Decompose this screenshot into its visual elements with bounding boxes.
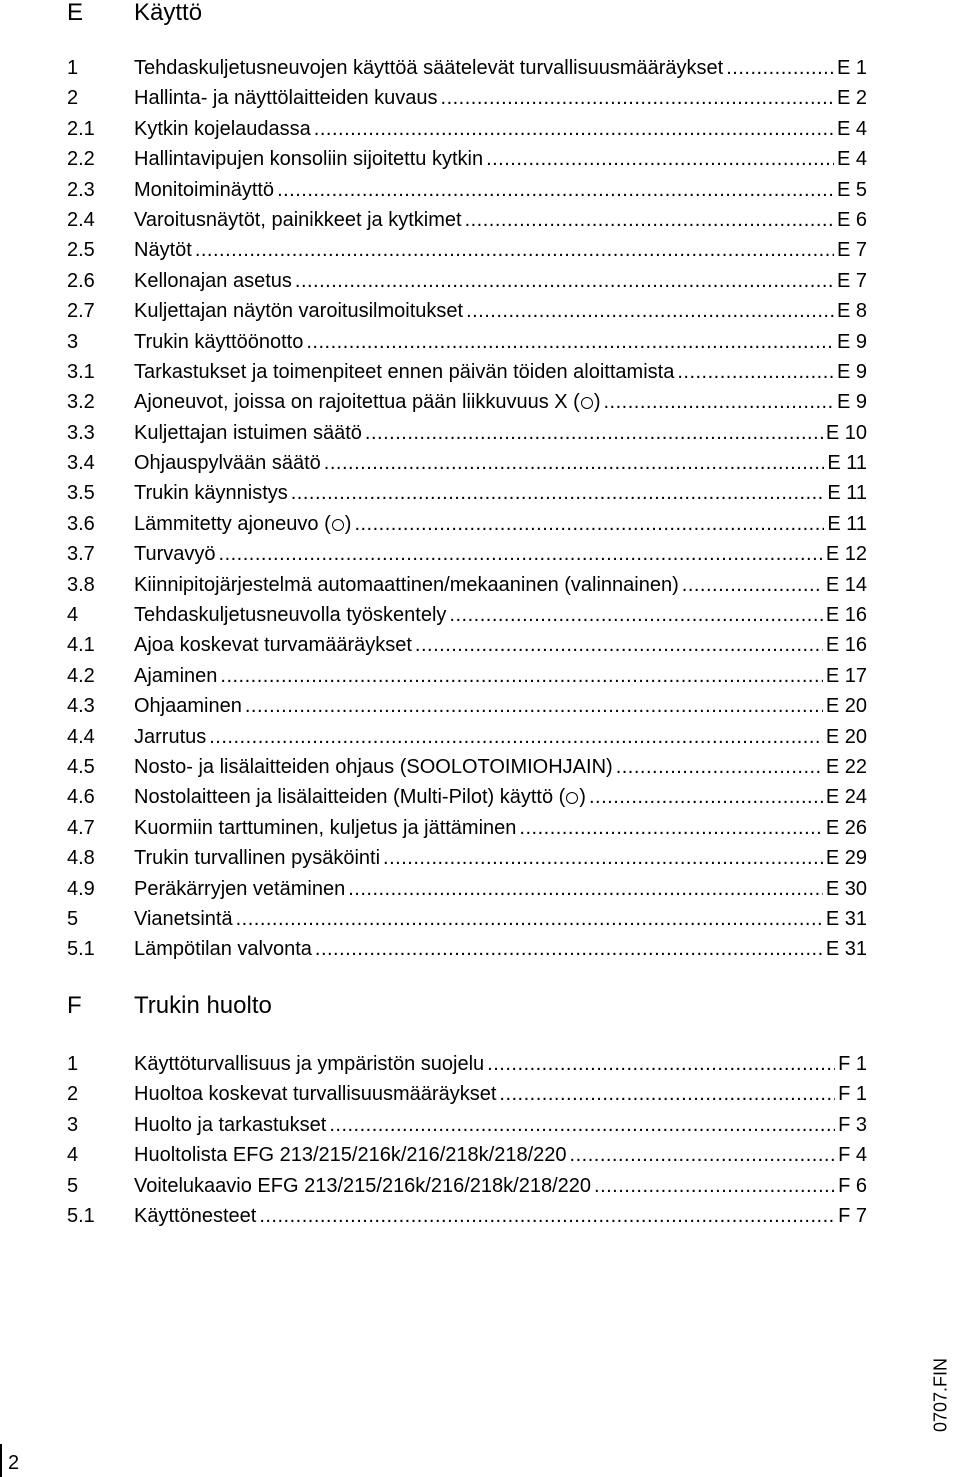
toc-entry-page: E 11	[827, 452, 867, 475]
dot-leader	[466, 296, 834, 326]
dot-leader	[589, 782, 823, 812]
dot-leader	[383, 843, 823, 873]
toc-entry-number: 4.1	[67, 634, 95, 657]
toc-entry-title: Tehdaskuljetusneuvolla työskentely	[134, 604, 447, 627]
toc-entry-title-wrap	[134, 570, 679, 600]
toc-entry-page: E 29	[825, 847, 867, 870]
toc-entry-number: 4	[67, 1144, 79, 1167]
toc-entry-page: E 16	[825, 634, 867, 657]
toc-entry	[0, 600, 960, 630]
toc-entry-title: Ajoneuvot, joissa on rajoitettua pään liikkuvuus X (	[134, 391, 580, 414]
toc-entry-line	[134, 782, 867, 812]
dot-leader	[329, 1110, 835, 1140]
toc-entry-number: 2.3	[67, 178, 95, 201]
toc-entry-line	[134, 904, 867, 934]
toc-entry-title: Kuljettajan istuimen säätö	[134, 421, 362, 444]
toc-entry-page: E 7	[836, 269, 867, 292]
toc-entry-title-wrap	[134, 266, 292, 296]
toc-entry-number: 5	[67, 907, 79, 930]
dot-leader	[306, 327, 834, 357]
dot-leader	[487, 1049, 835, 1079]
toc-entry-title: Kuormiin tarttuminen, kuljetus ja jättäminen	[134, 816, 517, 839]
toc-entry-number: 4.8	[67, 847, 95, 870]
toc-entry-page: F 1	[838, 1053, 867, 1075]
toc-entry-number: 2.6	[67, 269, 95, 292]
dot-leader	[348, 874, 823, 904]
toc-entry-number: 3.5	[67, 482, 95, 505]
optional-equipment-circle-icon	[332, 519, 344, 531]
toc-entry	[0, 1110, 960, 1140]
toc-entry-number: 4.6	[67, 786, 95, 809]
toc-entry-page: F 3	[838, 1113, 867, 1136]
dot-leader	[449, 600, 822, 630]
toc-entry-title: Vianetsintä	[134, 907, 233, 930]
toc-entry-page: E 31	[825, 907, 867, 930]
page-edge-bar	[0, 1444, 2, 1477]
toc-entry-line	[134, 448, 867, 478]
toc-entry-line	[134, 83, 867, 113]
dot-leader	[236, 904, 823, 934]
toc-entry-title-wrap	[134, 296, 463, 326]
toc-entry-page: E 22	[825, 755, 867, 778]
optional-equipment-circle-icon	[566, 792, 578, 804]
toc-entry-number: 3.4	[67, 452, 95, 475]
toc-entry-title-wrap	[134, 327, 303, 357]
toc-entry-title: Kytkin kojelaudassa	[134, 117, 311, 140]
toc-entry-page: E 14	[825, 573, 867, 596]
toc-entry	[0, 570, 960, 600]
toc-entry-page: E 20	[825, 725, 867, 748]
toc-entry-title-wrap	[134, 175, 274, 205]
toc-entry	[0, 296, 960, 326]
toc-entry-title: Tarkastukset ja toimenpiteet ennen päivän töiden aloittamista	[134, 360, 675, 383]
toc-entry-title: Trukin käynnistys	[134, 482, 288, 505]
toc-entry-number: 2.5	[67, 239, 95, 262]
toc-entry	[0, 83, 960, 113]
toc-entry-title-wrap	[134, 904, 233, 934]
dot-leader	[499, 1079, 835, 1109]
toc-entry-title-wrap	[134, 114, 311, 144]
toc-entry-page: E 31	[825, 938, 867, 961]
toc-entry-line	[134, 752, 867, 782]
toc-entry-line	[134, 1201, 867, 1231]
toc-entry-title: Trukin käyttöönotto	[134, 330, 304, 353]
toc-entry-title: Lämmitetty ajoneuvo (	[134, 512, 331, 535]
toc-entry-title: Trukin turvallinen pysäköinti	[134, 847, 381, 870]
section-e-letter: E	[67, 0, 84, 26]
toc-entry-line	[134, 570, 867, 600]
toc-entry-number: 3.3	[67, 421, 95, 444]
toc-entry-number: 2.2	[67, 148, 95, 171]
toc-entry-title: Käyttönesteet	[134, 1204, 257, 1227]
toc-entry-page: F 1	[838, 1083, 867, 1106]
toc-entry-page: E 20	[825, 695, 867, 718]
toc-entry-number: 4.4	[67, 725, 95, 748]
toc-entry-title: Ajoa koskevat turvamääräykset	[134, 634, 412, 657]
dot-leader	[291, 478, 825, 508]
toc-entry-page: E 4	[836, 148, 867, 171]
toc-entry-title: Varoitusnäytöt, painikkeet ja kytkimet	[134, 208, 462, 231]
toc-entry-page: E 26	[825, 816, 867, 839]
dot-leader	[314, 114, 834, 144]
toc-entry	[0, 357, 960, 387]
toc-entry	[0, 752, 960, 782]
toc-entry-page: E 12	[825, 543, 867, 566]
toc-entry-title-wrap	[134, 630, 412, 660]
toc-entry-title-wrap	[134, 1171, 591, 1201]
toc-entry-title: Hallinta- ja näyttölaitteiden kuvaus	[134, 87, 438, 110]
optional-equipment-circle-icon	[581, 397, 593, 409]
toc-entry-number: 2.1	[67, 117, 95, 140]
toc-entry-line	[134, 843, 867, 873]
toc-entry-page: F 7	[838, 1204, 867, 1227]
toc-entry-line	[134, 53, 867, 83]
toc-entry-number: 4.5	[67, 755, 95, 778]
dot-leader	[315, 934, 823, 964]
toc-entry	[0, 1049, 960, 1079]
toc-entry-page: E 24	[825, 786, 867, 809]
toc-entry	[0, 904, 960, 934]
toc-entry	[0, 327, 960, 357]
toc-entry	[0, 235, 960, 265]
toc-entry-line	[134, 327, 867, 357]
section-e-header	[0, 0, 960, 30]
section-e-toc	[0, 53, 960, 965]
toc-entry-line	[134, 357, 867, 387]
dot-leader	[209, 722, 823, 752]
toc-entry-title-wrap	[134, 722, 206, 752]
toc-entry-line	[134, 1140, 867, 1170]
toc-entry-page: E 8	[836, 300, 867, 323]
document-code-text: 0707.FIN	[930, 1357, 951, 1433]
toc-entry-title: Lämpötilan valvonta	[134, 938, 312, 961]
dot-leader	[570, 1140, 836, 1170]
toc-entry-title-wrap	[134, 1049, 484, 1079]
toc-entry-line	[134, 813, 867, 843]
toc-entry-page: E 17	[825, 664, 867, 687]
document-code	[931, 1345, 951, 1445]
toc-entry-number: 3.2	[67, 391, 95, 414]
toc-entry-page: E 2	[836, 87, 867, 110]
toc-entry-page: F 4	[838, 1144, 867, 1167]
dot-leader	[441, 83, 834, 113]
toc-entry-number: 2	[67, 87, 79, 110]
toc-entry-line	[134, 296, 867, 326]
toc-entry-number: 2.4	[67, 208, 95, 231]
toc-entry-number: 5	[67, 1174, 79, 1197]
toc-entry	[0, 175, 960, 205]
dot-leader	[219, 539, 823, 569]
toc-entry-line	[134, 387, 867, 417]
toc-entry-line	[134, 539, 867, 569]
toc-entry	[0, 205, 960, 235]
toc-entry-number: 4.9	[67, 877, 95, 900]
dot-leader	[677, 357, 834, 387]
toc-entry-title: Huoltolista EFG 213/215/216k/216/218k/218/220	[134, 1144, 567, 1167]
toc-entry-title: Ajaminen	[134, 664, 218, 687]
toc-entry-line	[134, 661, 867, 691]
toc-entry-number: 4	[67, 604, 79, 627]
dot-leader	[465, 205, 834, 235]
toc-entry-page: E 4	[836, 117, 867, 140]
toc-entry-title-wrap	[134, 539, 216, 569]
toc-entry-title-wrap	[134, 53, 723, 83]
toc-entry	[0, 661, 960, 691]
dot-leader	[726, 53, 834, 83]
toc-entry-title: Huolto ja tarkastukset	[134, 1113, 327, 1136]
toc-entry-page: E 11	[827, 512, 867, 535]
toc-entry	[0, 1140, 960, 1170]
toc-entry-line	[134, 235, 867, 265]
toc-entry-page: E 10	[825, 421, 867, 444]
toc-entry-title-wrap	[134, 874, 345, 904]
dot-leader	[259, 1201, 835, 1231]
toc-entry-page: E 30	[825, 877, 867, 900]
toc-entry-title-wrap	[134, 448, 321, 478]
toc-entry	[0, 114, 960, 144]
toc-entry	[0, 509, 960, 539]
toc-entry-title: Voitelukaavio EFG 213/215/216k/216/218k/218/220	[134, 1174, 592, 1197]
toc-entry	[0, 539, 960, 569]
toc-entry-line	[134, 874, 867, 904]
dot-leader	[295, 266, 834, 296]
toc-entry-page: E 7	[836, 239, 867, 262]
toc-entry-title: Jarrutus	[134, 725, 207, 748]
toc-entry-number: 4.3	[67, 695, 95, 718]
toc-entry-title-wrap	[134, 752, 613, 782]
dot-leader	[603, 387, 833, 417]
toc-entry	[0, 1079, 960, 1109]
dot-leader	[616, 752, 823, 782]
toc-entry-line	[134, 266, 867, 296]
toc-entry-title: Tehdaskuljetusneuvojen käyttöä säätelevät turvallisuusmääräykset	[134, 57, 724, 79]
toc-entry-line	[134, 1171, 867, 1201]
toc-entry-number: 4.7	[67, 816, 95, 839]
section-f-letter: F	[67, 992, 82, 1019]
toc-entry-title-wrap	[134, 934, 312, 964]
toc-entry-number: 2.7	[67, 300, 95, 323]
toc-entry-line	[134, 478, 867, 508]
toc-entry-page: E 16	[825, 604, 867, 627]
toc-entry-title-wrap	[134, 387, 600, 417]
toc-entry	[0, 418, 960, 448]
toc-entry-line	[134, 175, 867, 205]
toc-entry-page: E 9	[836, 391, 867, 414]
toc-entry-page: E 1	[836, 57, 867, 79]
toc-entry	[0, 691, 960, 721]
dot-leader	[195, 235, 834, 265]
toc-entry-title: Peräkärryjen vetäminen	[134, 877, 346, 900]
toc-entry-title: Kiinnipitojärjestelmä automaattinen/mekaaninen (valinnainen)	[134, 573, 679, 596]
toc-entry	[0, 478, 960, 508]
dot-leader	[486, 144, 834, 174]
toc-entry-title-wrap	[134, 843, 380, 873]
dot-leader	[365, 418, 823, 448]
toc-entry-title-wrap	[134, 83, 438, 113]
toc-entry-number: 3.7	[67, 543, 95, 566]
toc-entry-line	[134, 1049, 867, 1079]
toc-entry-page: E 5	[836, 178, 867, 201]
toc-entry-line	[134, 418, 867, 448]
toc-entry-number: 1	[67, 1053, 79, 1075]
toc-entry-title: Hallintavipujen konsoliin sijoitettu kytkin	[134, 148, 484, 171]
toc-entry-title-wrap	[134, 144, 483, 174]
section-e-title: Käyttö	[134, 0, 203, 26]
section-f-header	[0, 989, 960, 1023]
toc-entry	[0, 782, 960, 812]
toc-entry-title-wrap	[134, 1110, 326, 1140]
page-number: 2	[8, 1452, 20, 1474]
toc-entry-line	[134, 600, 867, 630]
toc-entry-title-wrap	[134, 509, 351, 539]
dot-leader	[354, 509, 824, 539]
toc-entry	[0, 53, 960, 83]
toc-entry-line	[134, 205, 867, 235]
toc-entry	[0, 874, 960, 904]
toc-entry-title: Kellonajan asetus	[134, 269, 292, 292]
toc-entry-title: Käyttöturvallisuus ja ympäristön suojelu	[134, 1053, 485, 1075]
toc-entry	[0, 934, 960, 964]
toc-entry-title: Monitoiminäyttö	[134, 178, 275, 201]
toc-entry-title: Huoltoa koskevat turvallisuusmääräykset	[134, 1083, 497, 1106]
toc-entry-line	[134, 934, 867, 964]
toc-entry-line	[134, 509, 867, 539]
toc-entry-title-wrap	[134, 1201, 256, 1231]
toc-entry-title: Ohjaaminen	[134, 695, 242, 718]
dot-leader	[682, 570, 823, 600]
toc-entry-title: Ohjauspylvään säätö	[134, 452, 321, 475]
toc-entry-number: 5.1	[67, 1204, 95, 1227]
toc-entry-page: E 6	[836, 208, 867, 231]
dot-leader	[324, 448, 825, 478]
toc-entry	[0, 144, 960, 174]
toc-entry-title-wrap	[134, 1079, 496, 1109]
toc-entry-title-wrap	[134, 418, 362, 448]
toc-entry-page: E 11	[827, 482, 867, 505]
toc-entry-number: 3	[67, 1113, 79, 1136]
toc-entry	[0, 1201, 960, 1231]
toc-entry-number: 1	[67, 57, 79, 79]
section-f-title: Trukin huolto	[134, 992, 272, 1019]
toc-entry-title-wrap	[134, 1140, 567, 1170]
dot-leader	[594, 1171, 835, 1201]
toc-entry-line	[134, 1110, 867, 1140]
toc-entry-page: F 6	[838, 1174, 867, 1197]
toc-entry	[0, 266, 960, 296]
dot-leader	[245, 691, 823, 721]
toc-entry-title: Näytöt	[134, 239, 192, 262]
dot-leader	[519, 813, 822, 843]
toc-entry-title-suffix: )	[593, 391, 601, 414]
toc-entry-title: Nostolaitteen ja lisälaitteiden (Multi-Pilot) käyttö (	[134, 786, 566, 809]
toc-entry-page: E 9	[836, 330, 867, 353]
toc-entry-title: Turvavyö	[134, 543, 216, 566]
toc-entry-number: 5.1	[67, 938, 95, 961]
toc-entry	[0, 722, 960, 752]
toc-entry-title-wrap	[134, 235, 192, 265]
toc-entry-number: 4.2	[67, 664, 95, 687]
toc-entry-title-wrap	[134, 478, 288, 508]
toc-entry-page: E 9	[836, 360, 867, 383]
toc-entry	[0, 1171, 960, 1201]
toc-entry-title-wrap	[134, 205, 462, 235]
toc-entry-number: 3.6	[67, 512, 95, 535]
toc-entry	[0, 387, 960, 417]
toc-entry-line	[134, 722, 867, 752]
toc-entry-title-wrap	[134, 661, 217, 691]
toc-entry-number: 3.8	[67, 573, 95, 596]
toc-entry-number: 3	[67, 330, 79, 353]
toc-entry-number: 2	[67, 1083, 79, 1106]
toc-entry	[0, 843, 960, 873]
toc-entry-line	[134, 630, 867, 660]
toc-entry-line	[134, 114, 867, 144]
toc-entry-title-wrap	[134, 600, 446, 630]
dot-leader	[220, 661, 822, 691]
section-f-toc	[0, 1049, 960, 1231]
dot-leader	[277, 175, 834, 205]
toc-entry-line	[134, 691, 867, 721]
toc-entry	[0, 813, 960, 843]
toc-entry-number: 3.1	[67, 360, 95, 383]
toc-entry-line	[134, 144, 867, 174]
toc-entry-title: Kuljettajan näytön varoitusilmoitukset	[134, 300, 464, 323]
toc-entry	[0, 630, 960, 660]
toc-entry-title-wrap	[134, 782, 586, 812]
toc-entry-title: Nosto- ja lisälaitteiden ohjaus (SOOLOTOIMIOHJAIN)	[134, 755, 613, 778]
toc-entry-line	[134, 1079, 867, 1109]
toc-entry-title-suffix: )	[579, 786, 586, 809]
toc-entry-title-wrap	[134, 691, 242, 721]
toc-entry-title-suffix: )	[344, 512, 352, 535]
toc-entry-title-wrap	[134, 813, 516, 843]
dot-leader	[415, 630, 823, 660]
toc-entry	[0, 448, 960, 478]
toc-entry-title-wrap	[134, 357, 674, 387]
